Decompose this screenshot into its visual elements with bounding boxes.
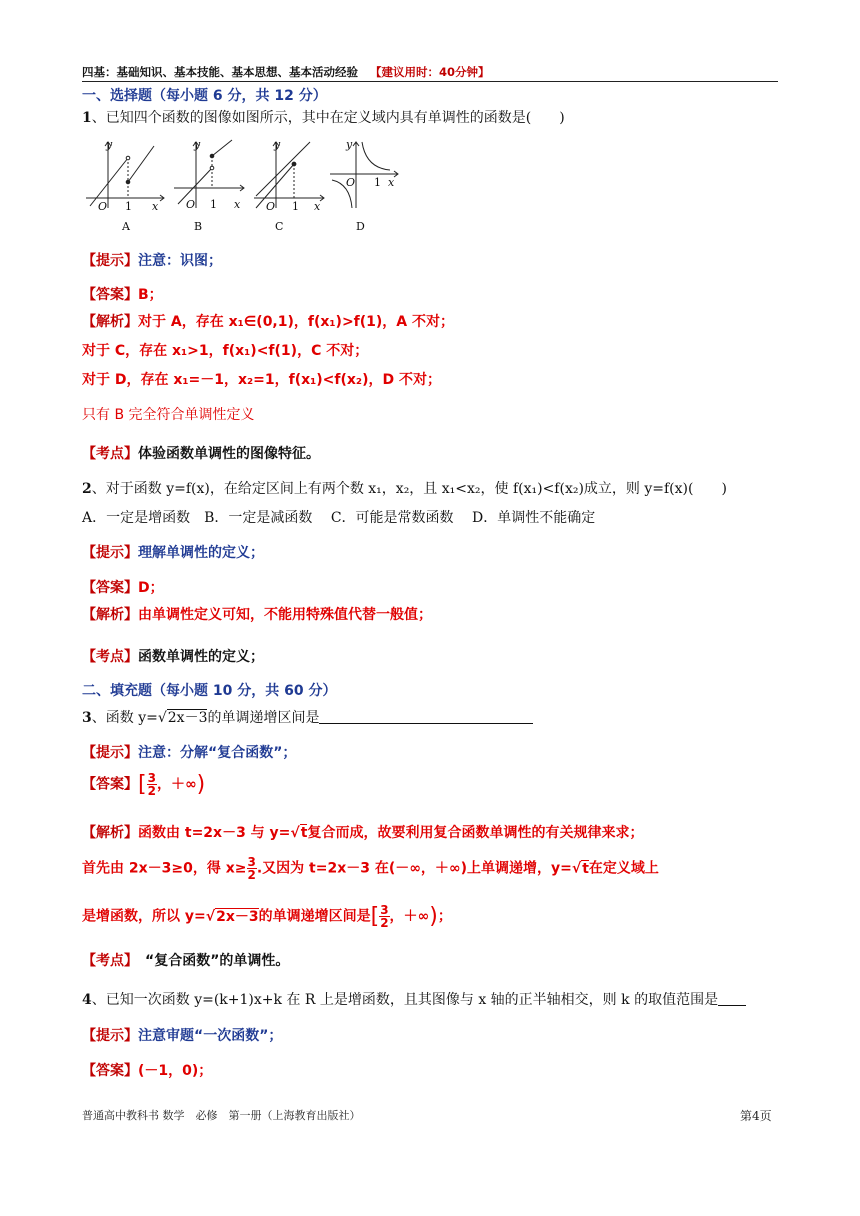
svg-text:x: x [388,176,395,189]
graph-d [330,142,398,208]
svg-text:1: 1 [210,198,217,211]
question-number: 1 [82,110,92,126]
q1-analysis-4: 只有 B 完全符合单调性定义 [82,407,255,423]
page-number: 第4页 [740,1109,772,1123]
graph-a [86,142,164,208]
svg-text:1: 1 [125,200,132,213]
svg-text:O: O [186,198,196,211]
svg-text:1: 1 [374,176,381,189]
question-3: 3、函数 y=√2x－3的单调递增区间是 [82,707,533,727]
svg-text:1: 1 [292,200,299,213]
q1-key-point: 【考点】体验函数单调性的图像特征。 [82,446,320,462]
q3-answer: 【答案】[ $\frac{3}{2}$ ，＋∞) [82,771,206,798]
answer-blank[interactable] [319,709,533,724]
svg-text:y: y [194,138,201,151]
q3-analysis-2: 首先由 2x－3≥0，得 x≥ $\frac{3}{2}$ .又因为 t=2x－3 在(－∞，＋∞)上单调递增，y=√t在定义域上 [82,855,659,882]
question-2: 2、对于函数 y=f(x)，在给定区间上有两个数 x₁，x₂，且 x₁<x₂，使 f(x₁)<f(x₂)成立，则 y=f(x)( ) [82,481,727,497]
q1-analysis-1: 【解析】对于 A，存在 x₁∈(0,1)，f(x₁)>f(1)，A 不对； [82,314,455,330]
header-rule [82,81,778,82]
page-header [82,64,490,80]
function-graphs [82,136,422,236]
q2-key-point: 【考点】函数单调性的定义； [82,649,264,665]
q3-tip: 【提示】注意：分解“复合函数”； [82,745,297,761]
question-1 [82,107,565,127]
graph-label-a: A [122,220,130,233]
svg-text:O: O [98,200,108,213]
q2-options: A．一定是增函数 B．一定是减函数 C．可能是常数函数 D．单调性不能确定 [82,510,596,526]
q4-tip: 【提示】注意审题“一次函数”； [82,1028,283,1044]
footer-book: 普通高中教科书 数学 必修 第一册（上海教育出版社） [82,1109,361,1122]
q3-analysis-3: 是增函数，所以 y=√2x－3的单调递增区间是[ $\frac{3}{2}$ ，＋∞)； [82,903,452,930]
q1-tip: 【提示】注意：识图； [82,253,222,269]
q3-key-point: 【考点】 “复合函数”的单调性。 [82,953,290,969]
header-right: 【建议用时：40分钟】 [370,65,490,79]
q1-answer: 【答案】B； [82,287,163,303]
graph-label-b: B [194,220,203,233]
q1-analysis-2: 对于 C，存在 x₁>1，f(x₁)<f(1)，C 不对； [82,343,369,359]
svg-text:y: y [106,138,113,151]
svg-text:x: x [152,200,159,213]
svg-text:x: x [234,198,241,211]
svg-text:y: y [274,138,281,151]
section-title-fill: 二、填充题（每小题 10 分，共 60 分） [82,683,337,699]
svg-text:y: y [346,138,353,151]
question-text: 、已知四个函数的图像如图所示，其中在定义域内具有单调性的函数是( ) [91,110,565,126]
question-4: 4、已知一次函数 y=(k+1)x+k 在 R 上是增函数，且其图像与 x 轴的正半轴相交，则 k 的取值范围是 [82,989,746,1009]
svg-text:x: x [314,200,321,213]
header-left: 四基：基础知识、基本技能、基本思想、基本活动经验 [82,65,358,79]
q1-analysis-3: 对于 D，存在 x₁=－1，x₂=1，f(x₁)<f(x₂)，D 不对； [82,372,441,388]
svg-text:O: O [346,176,356,189]
q4-answer: 【答案】(－1，0)； [82,1063,213,1079]
q2-analysis: 【解析】由单调性定义可知，不能用特殊值代替一般值； [82,607,432,623]
svg-text:O: O [266,200,276,213]
section-title-choice: 一、选择题（每小题 6 分，共 12 分） [82,88,327,104]
q2-answer: 【答案】D； [82,580,164,596]
graph-label-d: D [356,220,365,233]
q3-analysis-1: 【解析】函数由 t=2x－3 与 y=√t复合而成，故要利用复合函数单调性的有关规律来求； [82,825,644,841]
answer-blank[interactable] [718,991,746,1006]
q2-tip: 【提示】理解单调性的定义； [82,545,264,561]
graph-c [254,142,324,208]
graph-label-c: C [275,220,284,233]
